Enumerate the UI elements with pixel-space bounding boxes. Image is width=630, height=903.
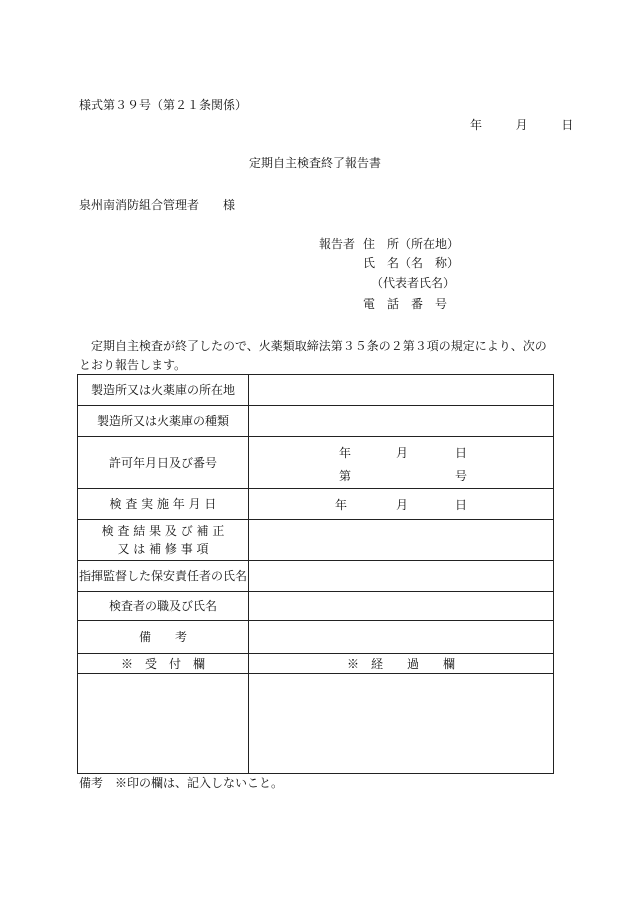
- reporter-label: 報告者: [319, 237, 356, 251]
- permit-number-suffix: 号: [455, 469, 468, 483]
- inspection-month-label: 月: [396, 498, 409, 512]
- report-statement: 定期自主検査が終了したので、火薬類取締法第３５条の２第３項の規定により、次のとおり報告します。: [79, 339, 547, 372]
- type-field[interactable]: [249, 406, 554, 437]
- permit-year-label: 年: [339, 446, 352, 460]
- inspection-day-label: 日: [455, 498, 468, 512]
- inspection-result-label-line1: 検 査 結 果 及 び 補 正: [101, 524, 225, 538]
- inspection-result-label-line2: 又 は 補 修 事 項: [117, 542, 209, 556]
- inspector-field[interactable]: [249, 592, 554, 621]
- table-row: [78, 654, 554, 674]
- permit-field[interactable]: [249, 437, 554, 489]
- table-row: [78, 520, 554, 561]
- report-date: [470, 119, 573, 131]
- table-row: [78, 406, 554, 437]
- type-label: 製造所又は火薬庫の種類: [78, 406, 249, 437]
- reception-field[interactable]: [78, 674, 249, 774]
- inspector-label: 検査者の職及び氏名: [78, 592, 249, 621]
- inspection-date-label: 検 査 実 施 年 月 日: [78, 489, 249, 520]
- table-row: [78, 375, 554, 406]
- inspection-result-field[interactable]: [249, 520, 554, 561]
- table-row: [78, 489, 554, 520]
- progress-field[interactable]: [249, 674, 554, 774]
- reporter-representative-label: （代表者氏名）: [371, 276, 456, 290]
- table-row: [78, 674, 554, 774]
- permit-day-label: 日: [455, 446, 468, 460]
- table-row: [78, 561, 554, 592]
- date-day-label: 日: [561, 118, 574, 132]
- inspection-result-label: [78, 520, 249, 561]
- progress-header: ※ 経 過 欄: [249, 654, 554, 674]
- remarks-field[interactable]: [249, 621, 554, 654]
- location-label: 製造所又は火薬庫の所在地: [78, 375, 249, 406]
- location-field[interactable]: [249, 375, 554, 406]
- supervisor-label: 指揮監督した保安責任者の氏名: [78, 561, 249, 592]
- inspection-date-field[interactable]: [249, 489, 554, 520]
- date-month-label: 月: [515, 118, 528, 132]
- table-row: [78, 437, 554, 489]
- report-form-table: [77, 374, 554, 774]
- reporter-address-label: 住 所（所在地）: [363, 237, 460, 251]
- inspection-year-label: 年: [335, 498, 348, 512]
- permit-label: 許可年月日及び番号: [78, 437, 249, 489]
- footnote: 備考 ※印の欄は、記入しないこと。: [79, 776, 284, 790]
- form-number: 様式第３９号（第２１条関係）: [79, 98, 248, 112]
- remarks-label: 備 考: [78, 621, 249, 654]
- date-year-label: 年: [470, 118, 483, 132]
- reception-header: ※ 受 付 欄: [78, 654, 249, 674]
- permit-number-prefix: 第: [339, 469, 352, 483]
- document-title: 定期自主検査終了報告書: [248, 156, 381, 170]
- addressee: 泉州南消防組合管理者 様: [79, 198, 236, 212]
- permit-month-label: 月: [396, 446, 409, 460]
- reporter-name-label: 氏 名（名 称）: [363, 256, 460, 270]
- supervisor-field[interactable]: [249, 561, 554, 592]
- table-row: [78, 592, 554, 621]
- table-row: [78, 621, 554, 654]
- reporter-phone-label: 電 話 番 号: [363, 297, 448, 311]
